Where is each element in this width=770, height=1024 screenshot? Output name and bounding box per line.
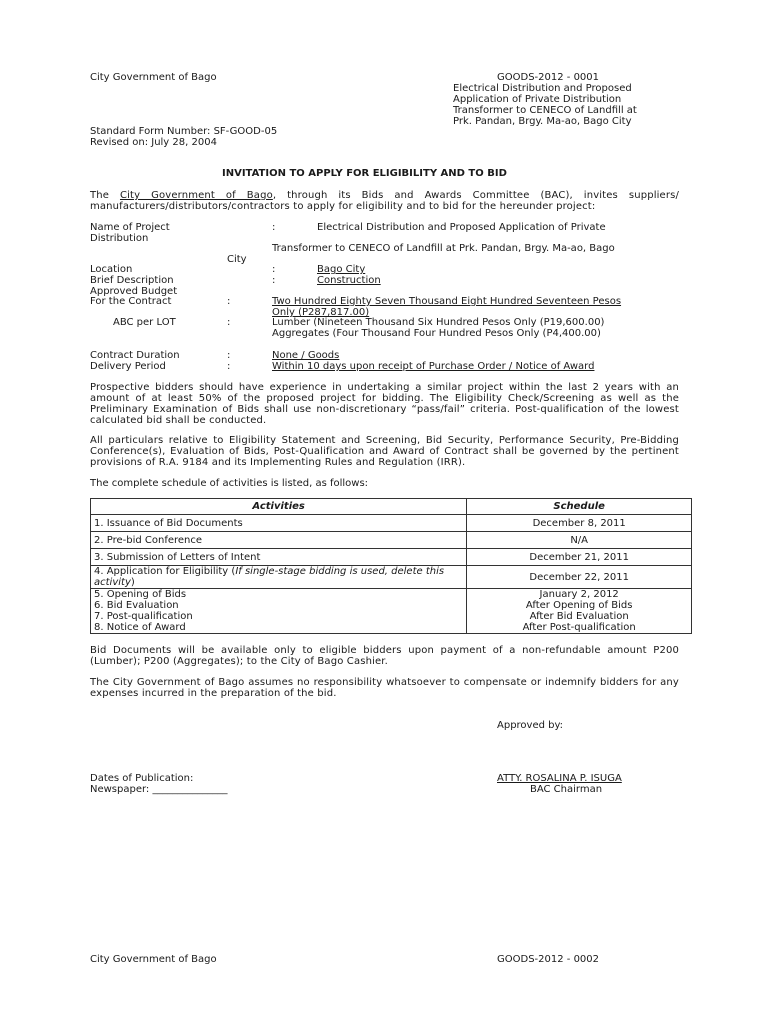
header-project-line: Electrical Distribution and Proposed (453, 83, 632, 94)
name-label: Name of Project (90, 222, 170, 233)
location-label: Location (90, 264, 133, 275)
table-row (91, 549, 692, 566)
schedule-cell: After Opening of Bids (467, 600, 692, 611)
activity-cell: 7. Post-qualification (91, 611, 467, 622)
experience-paragraph: Prospective bidders should have experience in undertaking a similar project within the last 2 years with an amount of at least 50% of the proposed project for bidding. The Eligibility Check/Screening as well as the Preliminary Examination of Bids shall use non-discretionary “pass/fail” criteria. Post-qualification of the lowest calculated bid shall be conducted. (90, 382, 679, 426)
footer-code: GOODS-2012 - 0002 (497, 954, 600, 965)
schedule-table (90, 498, 692, 634)
name-value: Electrical Distribution and Proposed Application of Private (317, 222, 606, 233)
activity-note: If single-stage bidding is used, delete this activity (94, 566, 445, 588)
name-value-cont: Transformer to CENECO of Landfill at Prk. Pandan, Brgy. Ma-ao, Bago (272, 243, 615, 254)
responsibility-paragraph: The City Government of Bago assumes no responsibility whatsoever to compensate or indemnify bidders for any expenses incurred in the preparation of the bid. (90, 677, 679, 699)
activity-cell (91, 566, 467, 589)
colon: : (227, 350, 231, 361)
schedule-intro: The complete schedule of activities is listed, as follows: (90, 478, 369, 489)
abc-value: Lumber (Nineteen Thousand Six Hundred Pesos Only (P19,600.00) (272, 317, 605, 328)
intro-pre: The (90, 190, 120, 201)
revised-date: Revised on: July 28, 2004 (90, 137, 217, 148)
brief-label: Brief Description (90, 275, 174, 286)
colon: : (227, 361, 231, 372)
brief-value: Construction (317, 275, 381, 286)
table-row (91, 532, 692, 549)
table-header-row (91, 499, 692, 515)
name-value-cont: City (227, 254, 247, 265)
header-project-line: Prk. Pandan, Brgy. Ma-ao, Bago City (453, 116, 632, 127)
header-project-line: Application of Private Distribution (453, 94, 622, 105)
name-label-cont: Distribution (90, 233, 149, 244)
location-value: Bago City (317, 264, 366, 275)
particulars-paragraph: All particulars relative to Eligibility Statement and Screening, Bid Security, Performance Security, Pre-Bidding Conference(s), Evaluation of Bids, Post-Qualification and Award of Contract shall be governed by the pertinent provisions of R.A. 9184 and its Implementing Rules and Regulation (IRR). (90, 435, 679, 468)
intro-org: City Government of Bago (119, 190, 273, 201)
intro-paragraph (90, 190, 679, 212)
newspaper-label: Newspaper: _______________ (90, 784, 228, 795)
form-number: Standard Form Number: SF-GOOD-05 (90, 126, 278, 137)
colon: : (227, 317, 231, 328)
col-activities: Activities (91, 499, 467, 515)
abc-value-cont: Aggregates (Four Thousand Four Hundred Pesos Only (P4,400.00) (272, 328, 601, 339)
activity-text-end: ) (130, 577, 135, 588)
schedule-cell: January 2, 2012 (467, 589, 692, 601)
schedule-cell: December 8, 2011 (467, 515, 692, 532)
signatory-name: ATTY. ROSALINA P. ISUGA (497, 773, 622, 784)
schedule-cell: After Bid Evaluation (467, 611, 692, 622)
signatory-position: BAC Chairman (530, 784, 603, 795)
bid-documents-paragraph: Bid Documents will be available only to eligible bidders upon payment of a non-refundable amount P200 (Lumber); P200 (Aggregates); to the City of Bago Cashier. (90, 645, 679, 667)
duration-label: Contract Duration (90, 350, 180, 361)
schedule-cell: After Post-qualification (467, 622, 692, 634)
document-title: INVITATION TO APPLY FOR ELIGIBILITY AND TO BID (222, 168, 507, 179)
activity-cell: 6. Bid Evaluation (91, 600, 467, 611)
delivery-value: Within 10 days upon receipt of Purchase Order / Notice of Award (272, 361, 595, 372)
duration-value: None / Goods (272, 350, 340, 361)
budget-value-cont: Only (P287,817.00) (272, 307, 370, 318)
colon: : (272, 222, 276, 233)
header-code: GOODS-2012 - 0001 (497, 72, 600, 83)
colon: : (272, 275, 276, 286)
schedule-cell: December 21, 2011 (467, 549, 692, 566)
delivery-label: Delivery Period (90, 361, 166, 372)
table-row (91, 515, 692, 532)
abc-label: ABC per LOT (113, 317, 176, 328)
schedule-cell: December 22, 2011 (467, 566, 692, 589)
budget-label: Approved Budget (90, 286, 178, 297)
colon: : (272, 264, 276, 275)
approved-by-label: Approved by: (497, 720, 564, 731)
header-project-line: Transformer to CENECO of Landfill at (453, 105, 637, 116)
budget-label-cont: For the Contract (90, 296, 172, 307)
footer-org: City Government of Bago (90, 954, 217, 965)
table-row (91, 566, 692, 589)
activity-cell: 3. Submission of Letters of Intent (91, 549, 467, 566)
table-row (91, 600, 692, 611)
table-row (91, 622, 692, 634)
activity-cell: 5. Opening of Bids (91, 589, 467, 601)
activity-cell: 2. Pre-bid Conference (91, 532, 467, 549)
table-row (91, 589, 692, 601)
colon: : (227, 296, 231, 307)
intro-post: , through its Bids and Awards Committee (BAC), invites suppliers/ manufacturers/distributors/contractors to apply for eligibility and to bid for the hereunder project: (90, 190, 679, 212)
col-schedule: Schedule (467, 499, 692, 515)
schedule-cell: N/A (467, 532, 692, 549)
activity-text: 4. Application for Eligibility ( (94, 566, 236, 577)
table-row (91, 611, 692, 622)
activity-cell: 1. Issuance of Bid Documents (91, 515, 467, 532)
publication-dates-label: Dates of Publication: (90, 773, 194, 784)
budget-value: Two Hundred Eighty Seven Thousand Eight Hundred Seventeen Pesos (272, 296, 622, 307)
header-org: City Government of Bago (90, 72, 217, 83)
activity-cell: 8. Notice of Award (91, 622, 467, 634)
